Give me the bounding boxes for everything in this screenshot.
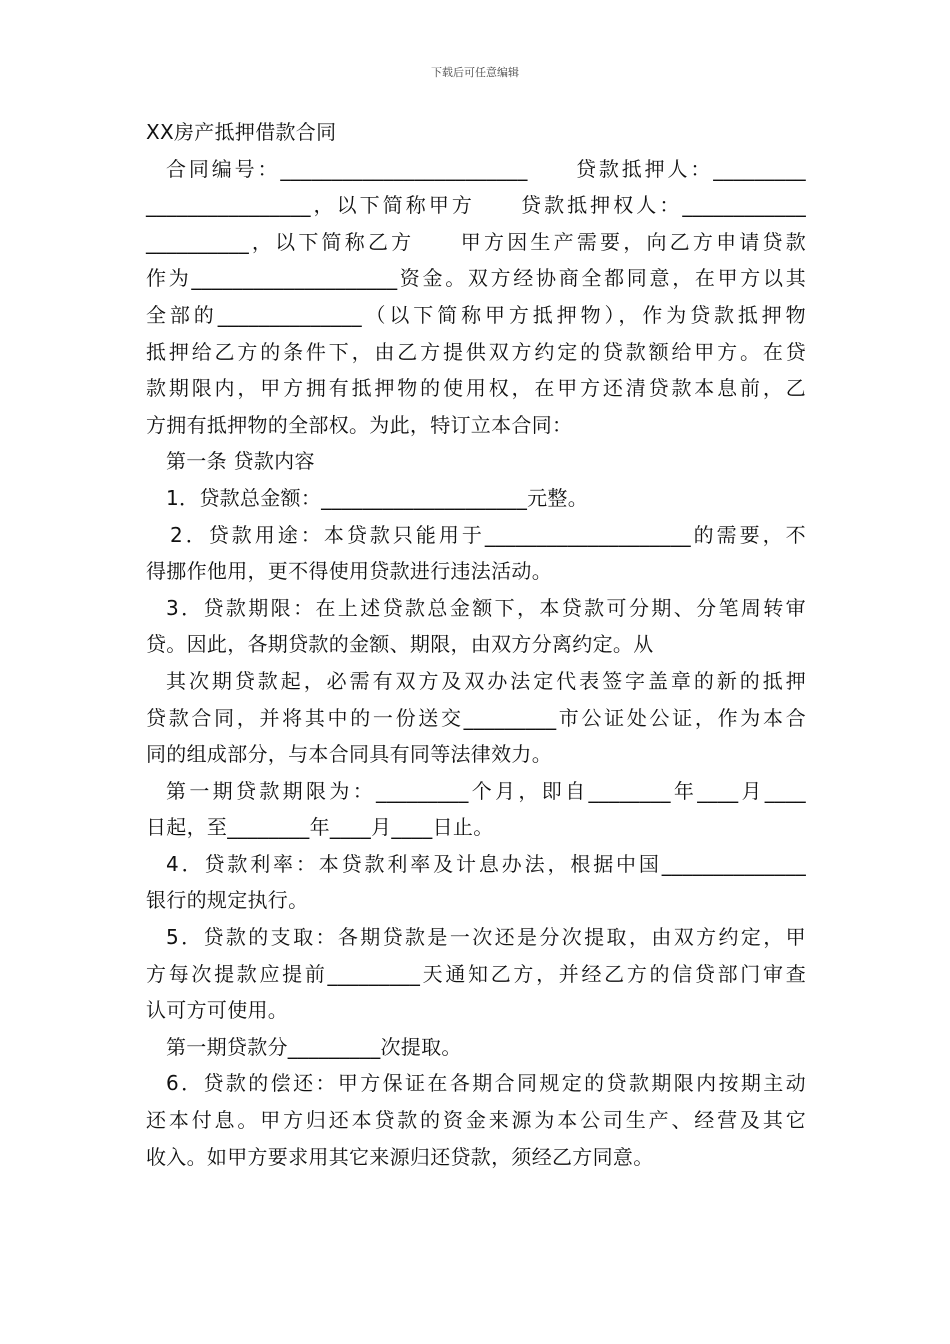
clause-loan-purpose: 2．贷款用途：本贷款只能用于____________________的需要，不 xyxy=(170,522,806,547)
contract-title: XX房产抵押借款合同 xyxy=(146,120,337,144)
clause-loan-term-cont: 贷。因此，各期贷款的金额、期限，由双方分离约定。从 xyxy=(146,632,654,657)
clause-loan-term-cont: 其次期贷款起，必需有双方及双办法定代表签字盖章的新的抵押 xyxy=(166,668,806,693)
clause-repayment: 6．贷款的偿还：甲方保证在各期合同规定的贷款期限内按期主动 xyxy=(166,1071,806,1096)
clause-repayment-cont: 还本付息。甲方归还本贷款的资金来源为本公司生产、经营及其它 xyxy=(146,1108,806,1133)
clause-withdrawal-cont: 认可方可使用。 xyxy=(146,998,289,1023)
contract-number-line: 合同编号：________________________ 贷款抵押人：_________ xyxy=(166,156,806,181)
preamble-line: 款期限内，甲方拥有抵押物的使用权，在甲方还清贷款本息前，乙 xyxy=(146,376,806,401)
article-heading: 第一条 贷款内容 xyxy=(166,449,315,474)
clause-loan-term-cont: 贷款合同，并将其中的一份送交_________市公证处公证，作为本合 xyxy=(146,705,806,730)
party-b-line: __________，以下简称乙方 甲方因生产需要，向乙方申请贷款 xyxy=(146,229,806,254)
preamble-line: 抵押给乙方的条件下，由乙方提供双方约定的贷款额给甲方。在贷 xyxy=(146,339,806,364)
contract-body xyxy=(146,114,806,1175)
clause-loan-term: 3．贷款期限：在上述贷款总金额下，本贷款可分期、分笔周转审 xyxy=(166,595,806,620)
clause-loan-purpose-cont: 得挪作他用，更不得使用贷款进行违法活动。 xyxy=(146,559,552,584)
party-a-line: ________________，以下简称甲方 贷款抵押权人：____________ xyxy=(146,193,806,218)
clause-interest-rate: 4．贷款利率：本贷款利率及计息办法，根据中国______________ xyxy=(166,851,806,876)
first-period-term-cont: 日起，至________年____月____日止。 xyxy=(146,815,494,840)
preamble-line: 全部的______________（以下简称甲方抵押物），作为贷款抵押物 xyxy=(146,302,806,327)
preamble-line: 作为____________________资金。双方经协商全都同意，在甲方以其 xyxy=(146,266,806,291)
preamble-line: 方拥有抵押物的全部权。为此，特订立本合同： xyxy=(146,412,573,437)
clause-repayment-cont: 收入。如甲方要求用其它来源归还贷款，须经乙方同意。 xyxy=(146,1144,654,1169)
clause-withdrawal: 5．贷款的支取：各期贷款是一次还是分次提取，由双方约定，甲 xyxy=(166,925,806,950)
clause-loan-term-cont: 同的组成部分，与本合同具有同等法律效力。 xyxy=(146,742,552,767)
page-header-note: 下载后可任意编辑 xyxy=(431,66,519,79)
first-period-withdrawal: 第一期贷款分_________次提取。 xyxy=(166,1034,462,1059)
first-period-term: 第一期贷款期限为：_________个月，即自________年____月____ xyxy=(166,778,806,803)
clause-total-amount: 1．贷款总金额：____________________元整。 xyxy=(166,485,589,510)
clause-withdrawal-cont: 方每次提款应提前_________天通知乙方，并经乙方的信贷部门审查 xyxy=(146,961,806,986)
clause-interest-rate-cont: 银行的规定执行。 xyxy=(146,888,309,913)
